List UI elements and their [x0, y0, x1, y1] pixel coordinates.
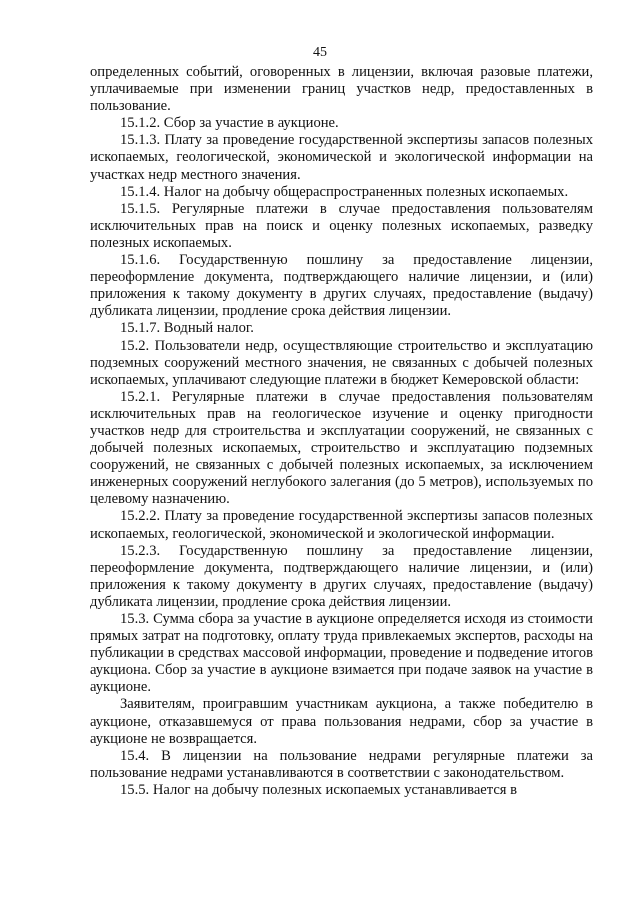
paragraph-15-4: 15.4. В лицензии на пользование недрами регулярные платежи за пользование недрами устанавливаются в соответствии с законодательством.: [90, 747, 593, 781]
paragraph-15-1-7: 15.1.7. Водный налог.: [120, 320, 254, 337]
paragraph-15-2: 15.2. Пользователи недр, осуществляющие строительство и эксплуатацию подземных сооружений местного значения, не связанных с добычей полезных ископаемых, уплачивают следующие платежи в бюджет Кемеровской области:: [90, 337, 593, 388]
paragraph-15-5: 15.5. Налог на добычу полезных ископаемых устанавливается в: [120, 781, 518, 798]
document-body: [90, 64, 593, 799]
paragraph-15-1-3: 15.1.3. Плату за проведение государственной экспертизы запасов полезных ископаемых, геологической, экономической и экологической информации на участках недр местного значения.: [90, 132, 593, 183]
paragraph-15-2-3: 15.2.3. Государственную пошлину за предоставление лицензии, переоформление документа, подтверждающего наличие лицензии, и (или) приложения к такому документу в других случаях, предоставление (выдачу) дубликата лицензии, продление срока действия лицензии.: [90, 542, 593, 610]
paragraph-15-1-6: 15.1.6. Государственную пошлину за предоставление лицензии, переоформление документа, подтверждающего наличие лицензии, и (или) приложения к такому документу в других случаях, предоставление (выдачу) дубликата лицензии, продление срока действия лицензии.: [90, 252, 593, 320]
paragraph-15-1-5: 15.1.5. Регулярные платежи в случае предоставления пользователям исключительных прав на поиск и оценку полезных ископаемых, разведку полезных ископаемых.: [90, 200, 593, 251]
paragraph-15-2-2: 15.2.2. Плату за проведение государственной экспертизы запасов полезных ископаемых, геологической, экономической и экологической информации.: [90, 508, 593, 542]
paragraph-15-2-1: 15.2.1. Регулярные платежи в случае предоставления пользователям исключительных прав на геологическое изучение и оценку пригодности участков недр для строительства и эксплуатации сооружений, не связанных с добычей полезных ископаемых, строительство и эксплуатацию подземных сооружений, не связанных с добычей полезных ископаемых, за исключением инженерных сооружений неглубокого залегания (до 5 метров), используемых по целевому назначению.: [90, 388, 593, 508]
paragraph-15-1-2: 15.1.2. Сбор за участие в аукционе.: [120, 115, 339, 132]
paragraph-continuation: определенных событий, оговоренных в лицензии, включая разовые платежи, уплачиваемые при изменении границ участков недр, предоставленных в пользование.: [90, 64, 593, 115]
paragraph-15-3: 15.3. Сумма сбора за участие в аукционе определяется исходя из стоимости прямых затрат на подготовку, оплату труда привлекаемых экспертов, расходы на публикации в средствах массовой информации, проведение и подведение итогов аукциона. Сбор за участие в аукционе взимается при подаче заявок на участие в аукционе.: [90, 611, 593, 696]
paragraph-15-1-4: 15.1.4. Налог на добычу общераспространенных полезных ископаемых.: [120, 183, 569, 200]
paragraph-applicants: Заявителям, проигравшим участникам аукциона, а также победителю в аукционе, отказавшемуся от права пользования недрами, сбор за участие в аукционе не возвращается.: [90, 696, 593, 747]
page-number: 45: [313, 45, 327, 60]
